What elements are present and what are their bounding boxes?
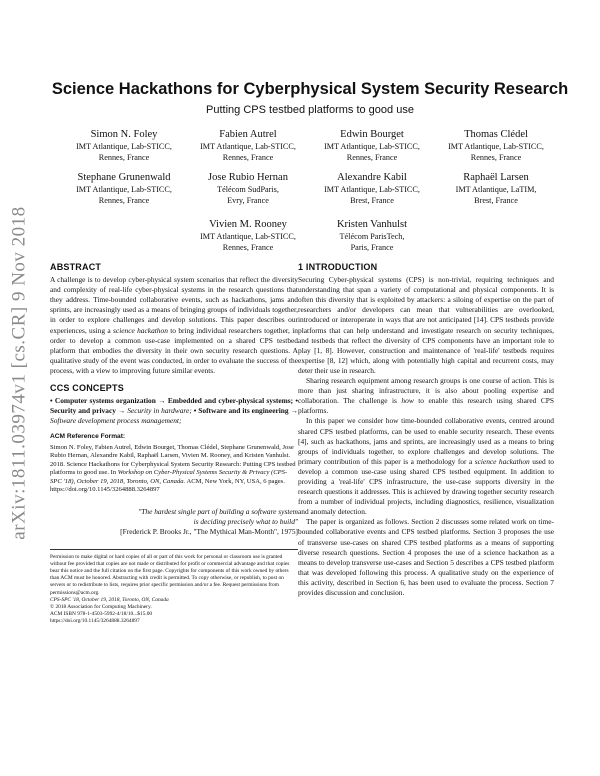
isbn-line: ACM ISBN 978-1-4503-5992-4/18/10...$15.00 — [50, 610, 153, 617]
author-name: Alexandre Kabil — [337, 172, 407, 183]
ccs-concepts — [50, 396, 298, 426]
intro-emphasis: science hackathon — [474, 456, 530, 466]
permission-text: Permission to make digital or hard copies of all or part of this work for personal or classroom use is granted without fee provided that copies are not made or distributed for profit or commercial advantage and that copies bear this notice and the full citation on the first page. Copyrights for components of this work owned by others than ACM must be honored. Abstracting with credit is permitted. To copy otherwise, or republish, to post on servers or to redistribute to lists, requires prior specific permission and/or a fee. Request permissions from permissions@acm.org. — [50, 554, 290, 596]
intro-text-part: to enable this research using shared CPS platforms. — [298, 396, 554, 416]
abstract-text-part: A challenge is to develop cyber-physical system scenarios that reflect the diversity and complexity of real-life cyber-physical systems in the research questions that they address. Time-bounded collaborative events, such as hackathons, jams and sprints, are increasingly used as a means of bringing groups of individuals together, in order to explore challenges and develop solutions. This paper describes our experiences, using a — [50, 275, 298, 335]
author-name: Simon N. Foley — [90, 129, 158, 140]
ccs-concept: • Computer systems organization → Embedded and cyber-physical systems; — [50, 396, 294, 406]
copyright-line: © 2018 Association for Computing Machinery. — [50, 603, 152, 610]
arxiv-watermark — [2, 176, 38, 570]
author-name: Edwin Bourget — [340, 129, 404, 140]
acm-reference — [50, 432, 298, 495]
ccs-concept-detail: → Security in hardware; — [115, 406, 192, 416]
ccs-concept: • Security and privacy — [50, 396, 299, 416]
ccs-concept: • Software and its engineering — [191, 406, 289, 416]
author-location: Rennes, France — [222, 152, 274, 162]
abstract-heading: ABSTRACT — [50, 262, 102, 272]
permission-notice — [50, 549, 298, 625]
epigraph-attribution: [Frederick P. Brooks Jr., "The Mythical Man-Month", 1975] — [120, 527, 298, 537]
acm-reference-heading: ACM Reference Format: — [50, 433, 126, 441]
author-affiliation: IMT Atlantique, Lab-STICC, — [200, 142, 296, 151]
author-name: Fabien Autrel — [219, 129, 277, 140]
epigraph — [50, 507, 298, 537]
abstract-text — [50, 275, 298, 376]
author-name: Raphaël Larsen — [463, 172, 529, 183]
intro-text-part: In this paper we consider how time-bounded collaborative events, centred around shared CPS testbed platforms, can be used to enable security research. These events [4], such as hackathons, jams and sprints, are increasingly used as a means to bring groups of individuals together, to explore challenges and develop solutions. The primary contribution of this paper is a methodology for a — [298, 416, 554, 466]
author-name: Thomas Clédel — [464, 129, 528, 140]
doi-link[interactable]: https://doi.org/10.1145/3264888.3264897 — [50, 617, 140, 624]
epigraph-line: "The hardest single part of building a software system — [138, 507, 298, 517]
author-name: Kristen Vanhulst — [336, 219, 408, 230]
acm-ref-venue: Workshop on Cyber-Physical Systems Security & Privacy (CPS-SPC '18), October 19, 2018, Toronto, ON, Canada. — [50, 469, 288, 485]
author-block — [297, 218, 447, 253]
author-name: Stephane Grunenwald — [77, 172, 171, 183]
author-location: Brest, France — [474, 195, 518, 205]
epigraph-line: is deciding precisely what to build" — [193, 517, 298, 527]
author-location: Rennes, France — [470, 152, 522, 162]
author-location: Paris, France — [350, 242, 394, 252]
intro-paragraph: Securing Cyber-physical systems (CPS) is non-trivial, requiring techniques and understanding that span a variety of computational and physical components. It is often this diversity that is exploited by attackers: a siloing of expertise on the part of researchers and/or developers can mean that vulnerabilities are overlooked, introduced or interoperate in ways that are not anticipated [14]. CPS testbeds provide platforms that can help understand and investigate research on security techniques, and testbeds that reflect the diversity of CPS components have an important role to play [1, 8]. However, construction and maintenance of 'real-life' testbeds requires expertise [8, 12] which, along with potentially high capital and recurrent costs, may deter their use in research. — [298, 275, 554, 375]
author-name: Vivien M. Rooney — [209, 219, 287, 230]
author-affiliation: IMT Atlantique, Lab-STICC, — [324, 142, 420, 151]
author-affiliation: IMT Atlantique, Lab-STICC, — [324, 185, 420, 194]
author-name: Jose Rubio Hernan — [208, 172, 288, 183]
author-affiliation: IMT Atlantique, Lab-STICC, — [200, 232, 296, 241]
right-column — [298, 262, 554, 598]
author-affiliation: IMT Atlantique, Lab-STICC, — [76, 185, 172, 194]
intro-paragraph — [298, 376, 554, 416]
author-location: Rennes, France — [346, 152, 398, 162]
paper-title: Science Hackathons for Cyberphysical System Security Research — [51, 80, 569, 98]
author-affiliation: IMT Atlantique, LaTIM, — [455, 185, 537, 194]
introduction-heading: 1 INTRODUCTION — [298, 262, 378, 272]
author-block — [421, 171, 571, 206]
intro-text-part: used to develop a common use-case using shared CPS testbed equipment. In addition to providing a 'real-life' CPS infrastructure, the use-case supports diversity in the research questions it addresses. This is achieved by drawing together security research from a number of individual projects, including diagnostics, resilience, visualization and anomaly detection. — [298, 456, 554, 517]
author-block — [421, 128, 571, 163]
author-location: Brest, France — [350, 195, 394, 205]
author-location: Rennes, France — [222, 242, 274, 252]
intro-text-part: Sharing research equipment among research groups is one course of action. This is more than just sharing infrastructure, it is also about pooling expertise and collaboration. The challenge is — [298, 376, 554, 406]
abstract-text-part: to bring individual researchers together, in order to develop a common use-case implemented on a shared CPS testbed platform that embodies the diversity in their own security research questions. A qualitative study of the event was conducted, in order to evaluate the success of the process, with a view to improving future similar events. — [50, 325, 298, 375]
author-affiliation: IMT Atlantique, Lab-STICC, — [448, 142, 544, 151]
acm-ref-part: Simon N. Foley, Fabien Autrel, Edwin Bourget, Thomas Clédel, Stephane Grunenwald, Jose Rubio Hernan, Alexandre Kabil, Raphaël Larsen, Vivien M. Rooney, and Kristen Vanhulst. 2018. Science Hackathons for Cyberphysical System Security Research: Putting CPS testbed platforms to good use. In — [50, 443, 296, 477]
abstract-emphasis: science hackathon — [113, 325, 168, 335]
venue-line: CPS-SPC '18, October 19, 2018, Toronto, ON, Canada — [50, 596, 169, 603]
author-affiliation: Télécom SudParis, — [217, 185, 279, 194]
author-location: Evry, France — [227, 195, 269, 205]
author-affiliation: IMT Atlantique, Lab-STICC, — [76, 142, 172, 151]
author-location: Rennes, France — [98, 152, 150, 162]
left-column — [50, 262, 298, 625]
acm-reference-text — [50, 444, 298, 496]
author-affiliation: Télécom ParisTech, — [339, 232, 405, 241]
intro-paragraph: The paper is organized as follows. Section 2 discusses some related work on time-bounded collaborative events and CPS testbed platforms. Section 3 proposes the use of transverse use-cases on shared CPS testbed platforms as a means of supporting diverse research questions. Section 4 proposes the use of a science hackathon as a means to develop transverse use-cases and Section 5 describes a CPS testbed platform that was developed following this process. A qualitative study on the experience of this activity, described in Section 6, has been used to evaluate the process. Section 7 provides discussion and conclusion. — [298, 517, 554, 597]
intro-paragraph — [298, 416, 554, 517]
author-location: Rennes, France — [98, 195, 150, 205]
intro-emphasis: how — [401, 396, 414, 406]
ccs-concept-detail: → Software development process management; — [50, 406, 298, 426]
acm-ref-part: ACM, New York, NY, USA, 6 pages. https://doi.org/10.1145/3264888.3264897 — [50, 477, 285, 494]
paper-subtitle: Putting CPS testbed platforms to good use — [206, 104, 414, 116]
arxiv-id: arXiv:1811.03974v1 [cs.CR] 9 Nov 2018 — [9, 206, 31, 540]
ccs-heading: CCS CONCEPTS — [50, 383, 124, 394]
